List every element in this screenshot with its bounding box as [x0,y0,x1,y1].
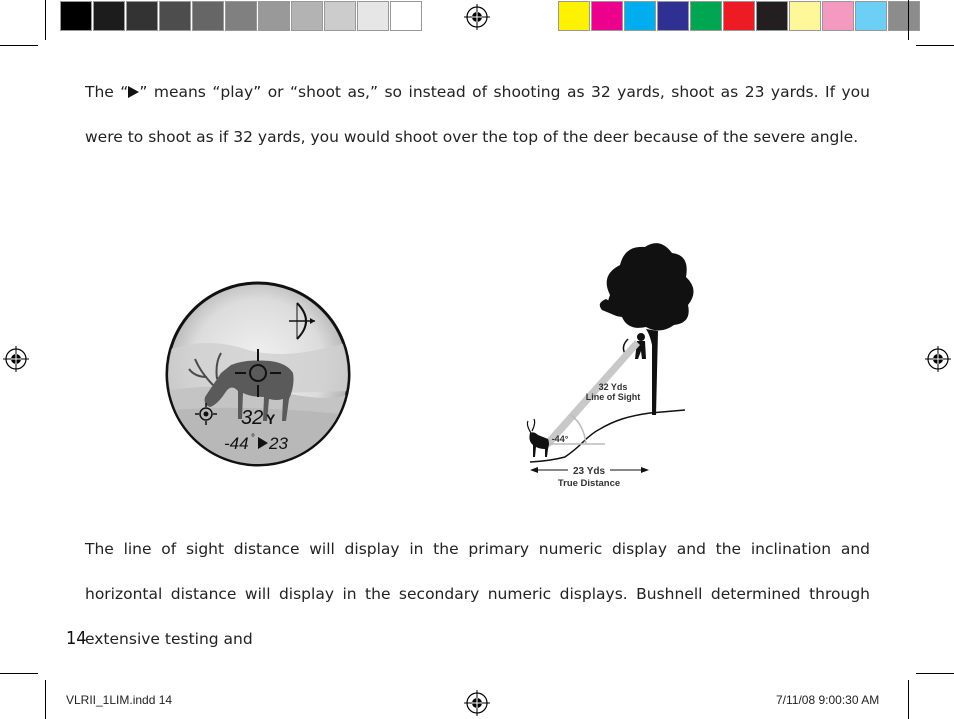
rangefinder-viewfinder [165,281,351,467]
footer-file-name: VLRII_1LIM.indd 14 [66,693,173,707]
primary-distance-unit: Y [266,411,276,427]
crop-mark [45,0,46,40]
color-swatch [624,1,656,31]
crop-mark [908,0,909,40]
crop-mark [908,680,909,719]
registration-mark-icon [3,346,29,372]
color-swatch [558,1,590,31]
footer-timestamp: 7/11/08 9:00:30 AM [776,693,880,707]
true-distance-value: 23 Yds [572,466,606,477]
color-swatch [225,1,257,31]
color-swatch [657,1,689,31]
paragraph-display: The line of sight distance will display in the primary numeric display and the inclination and horizontal distance will display in the secondary numeric displays. Bushnell determined through extensive testing and [85,540,870,648]
color-swatch [357,1,389,31]
angle-shot-diagram [510,235,705,495]
deer-silhouette [527,419,549,457]
angle-value: -44 [224,434,249,453]
color-swatch [324,1,356,31]
color-swatch [756,1,788,31]
color-swatch [591,1,623,31]
crop-mark [45,680,46,719]
color-swatch [723,1,755,31]
registration-mark-icon [464,4,490,30]
registration-mark-icon [464,690,490,716]
color-swatch [258,1,290,31]
color-swatch [126,1,158,31]
angle-unit: ° [251,433,255,444]
color-swatch [93,1,125,31]
true-distance-label: True Distance [557,478,621,489]
color-swatch [192,1,224,31]
color-swatch [291,1,323,31]
color-swatch [690,1,722,31]
para1-text-start: The “ [85,83,129,101]
crop-mark [916,45,954,46]
color-swatch [789,1,821,31]
color-swatch [855,1,887,31]
crop-mark [916,673,954,674]
grayscale-bar [60,1,423,31]
shoot-as-value: 23 [269,434,288,453]
los-label: Line of Sight [585,392,641,402]
crop-mark [0,45,38,46]
primary-distance-value: 32 [241,407,264,429]
crop-mark [0,673,38,674]
angle-label: -44° [551,434,569,444]
color-swatch [888,1,920,31]
page-number: 14 [66,628,87,649]
color-swatch [60,1,92,31]
play-arrow-icon [128,86,139,98]
color-swatch [822,1,854,31]
color-swatch [159,1,191,31]
color-swatch [390,1,422,31]
los-distance-label: 32 Yds [598,382,628,392]
para1-text-end: ” means “play” or “shoot as,” so instead of shooting as 32 yards, shoot as 23 yards. If you were to shoot as if 32 yards, you would shoot over the top of the deer because of the severe angle. [85,83,870,146]
registration-mark-icon [925,346,951,372]
color-bar [558,1,921,31]
paragraph-shoot-as [85,70,870,160]
